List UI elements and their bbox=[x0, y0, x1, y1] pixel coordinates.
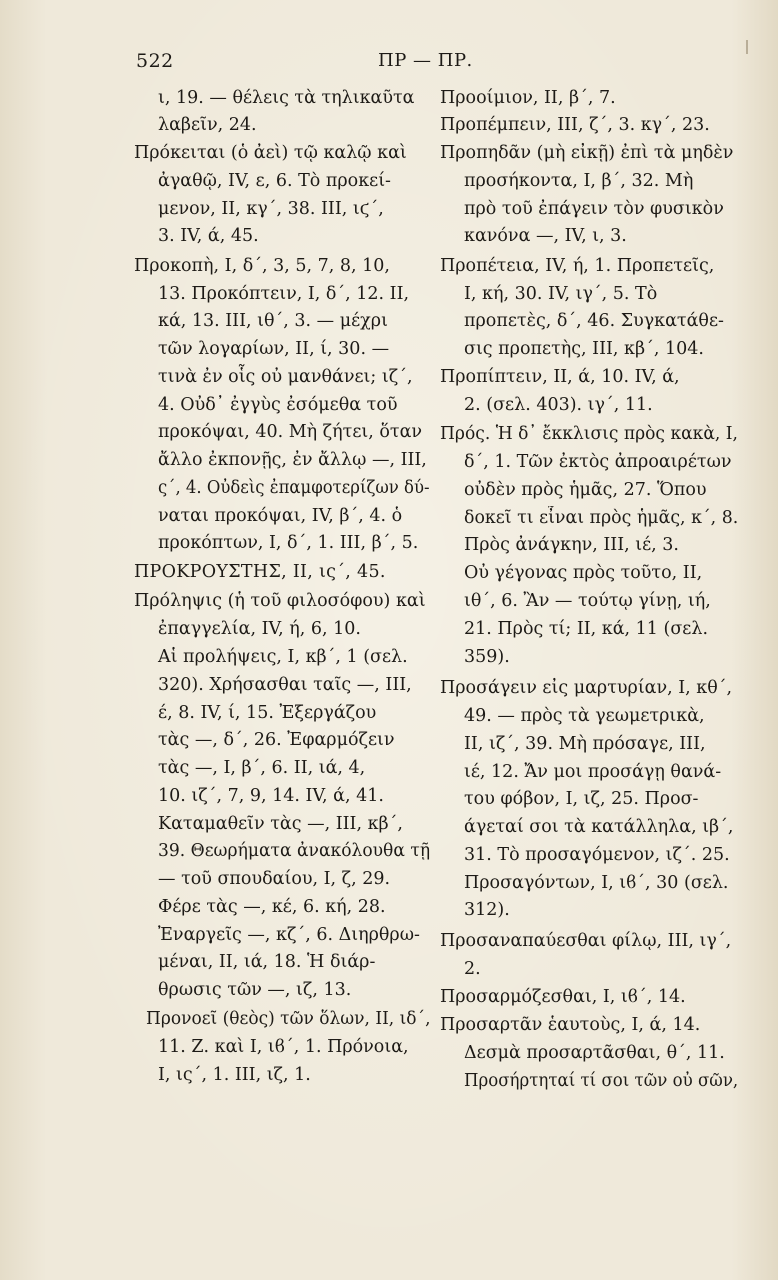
index-line: τὰς —, I, β΄, 6. II, ιά, 4, bbox=[158, 758, 366, 778]
index-line: οὐδὲν πρὸς ἡμᾶς, 27. Ὅπου bbox=[464, 480, 707, 500]
index-line: 21. Πρὸς τί; II, κά, 11 (σελ. bbox=[464, 619, 709, 639]
index-line: δ΄, 1. Τῶν ἐκτὸς ἀπροαιρέτων bbox=[464, 452, 732, 472]
index-line: τινὰ ἐν οἷς οὐ μανθάνει; ιζ΄, bbox=[158, 367, 413, 387]
index-line: ιθ΄, 6. Ἂν — τούτῳ γίνῃ, ιή, bbox=[464, 591, 711, 611]
index-line: Δεσμὰ προσαρτᾶσθαι, θ΄, 11. bbox=[464, 1043, 725, 1063]
index-entry-head: Προσάγειν εἰς μαρτυρίαν, I, κθ΄, bbox=[440, 678, 733, 698]
index-line: 49. — πρὸς τὰ γεωμετρικὰ, bbox=[464, 706, 705, 726]
index-line: σις προπετὴς, III, κβ΄, 104. bbox=[464, 339, 704, 359]
index-line: Πρὸς ἀνάγκην, III, ιέ, 3. bbox=[464, 535, 679, 555]
index-line: 10. ιζ΄, 7, 9, 14. IV, ά, 41. bbox=[158, 786, 384, 806]
index-entry-head: Προσαναπαύεσθαι φίλῳ, III, ιγ΄, bbox=[440, 931, 732, 951]
page-edge-mark bbox=[746, 40, 748, 54]
index-line: έ, 8. IV, ί, 15. Ἐξεργάζου bbox=[158, 703, 377, 723]
index-line: κά, 13. III, ιθ΄, 3. — μέχρι bbox=[158, 311, 388, 331]
index-line: 31. Τὸ προσαγόμενον, ιζ΄. 25. bbox=[464, 845, 730, 865]
index-line: κανόνα —, IV, ι, 3. bbox=[464, 226, 627, 246]
index-entry-head: ΠΡΟΚΡΟΥΣΤΗΣ, II, ις΄, 45. bbox=[134, 562, 386, 582]
index-line: πρὸ τοῦ ἐπάγειν τὸν φυσικὸν bbox=[464, 199, 724, 219]
index-line: Καταμαθεῖν τὰς —, III, κβ΄, bbox=[158, 814, 403, 834]
index-line: Προσαγόντων, I, ιϐ΄, 30 (σελ. bbox=[464, 873, 729, 893]
index-line: τὰς —, δ΄, 26. Ἐφαρμόζειν bbox=[158, 730, 395, 750]
index-line: δοκεῖ τι εἶναι πρὸς ἡμᾶς, κ΄, 8. bbox=[464, 508, 739, 528]
index-line: II, ιζ΄, 39. Μὴ πρόσαγε, III, bbox=[464, 734, 706, 754]
index-line: 39. Θεωρήματα ἀνακόλουθα τῇ bbox=[158, 841, 431, 861]
index-line: άγεταί σοι τὰ κατάλληλα, ιβ΄, bbox=[464, 817, 734, 837]
index-line: θρωσις τῶν —, ιζ, 13. bbox=[158, 980, 352, 1000]
index-line: 320). Χρήσασθαι ταῖς —, III, bbox=[158, 675, 412, 695]
index-line: 359). bbox=[464, 647, 510, 667]
page-number: 522 bbox=[136, 50, 174, 72]
index-line: ι, 19. — θέλεις τὰ τηλικαῦτα bbox=[158, 88, 415, 108]
index-entry-head: Πρός. Ἡ δ᾽ ἔκκλισις πρὸς κακὰ, I, bbox=[440, 424, 738, 444]
index-entry-head: Πρόκειται (ὁ ἀεὶ) τῷ καλῷ καὶ bbox=[134, 143, 407, 163]
index-line: λαβεῖν, 24. bbox=[158, 115, 257, 135]
index-entry-head: Προπηδᾶν (μὴ εἰκῇ) ἐπὶ τὰ μηδὲν bbox=[440, 143, 734, 163]
index-line: ἐπαγγελία, IV, ή, 6, 10. bbox=[158, 619, 361, 639]
index-line: προπετὲς, δ΄, 46. Συγκατάθε- bbox=[464, 311, 724, 331]
index-line: ιέ, 12. Ἄν μοι προσάγῃ θανά- bbox=[464, 762, 722, 782]
index-line: προκόψαι, 40. Μὴ ζήτει, ὅταν bbox=[158, 422, 423, 442]
index-entry-head: Προοίμιον, II, β΄, 7. bbox=[440, 88, 616, 108]
index-line: ἀγαθῷ, IV, ε, 6. Τὸ προκεί- bbox=[158, 171, 391, 191]
index-entry-head: Πρόληψις (ἡ τοῦ φιλοσόφου) καὶ bbox=[134, 591, 426, 611]
index-entry-head: Προπίπτειν, II, ά, 10. IV, ά, bbox=[440, 367, 680, 387]
index-line: 2. bbox=[464, 959, 481, 979]
index-line: 2. (σελ. 403). ιγ΄, 11. bbox=[464, 395, 653, 415]
index-line: προκόπτων, I, δ΄, 1. III, β΄, 5. bbox=[158, 533, 419, 553]
index-entry-head: Προσαρμόζεσθαι, I, ιϐ΄, 14. bbox=[440, 987, 686, 1007]
index-line: 13. Προκόπτειν, I, δ΄, 12. II, bbox=[158, 284, 410, 304]
index-line: Οὐ γέγονας πρὸς τοῦτο, II, bbox=[464, 563, 703, 583]
index-entry-head: Προνοεῖ (θεὸς) τῶν ὅλων, II, ιδ΄, bbox=[146, 1009, 431, 1029]
index-line: ς΄, 4. Οὐδεὶς ἐπαμφοτερίζων δύ- bbox=[158, 478, 430, 498]
index-line: ναται προκόψαι, IV, β΄, 4. ὁ bbox=[158, 506, 403, 526]
running-head: ΠΡ — ΠΡ. bbox=[378, 50, 473, 71]
index-line: του φόβον, I, ιζ, 25. Προσ- bbox=[464, 789, 699, 809]
index-line: — τοῦ σπουδαίου, I, ζ, 29. bbox=[158, 869, 391, 889]
index-entry-head: Προσαρτᾶν ἑαυτοὺς, I, ά, 14. bbox=[440, 1015, 701, 1035]
index-line: I, ις΄, 1. III, ιζ, 1. bbox=[158, 1065, 311, 1085]
index-line: 312). bbox=[464, 900, 510, 920]
index-entry-head: Προπέτεια, IV, ή, 1. Προπετεῖς, bbox=[440, 256, 715, 276]
index-line: I, κή, 30. IV, ιγ΄, 5. Τὸ bbox=[464, 284, 658, 304]
index-line: ἄλλο ἐκπονῇς, ἐν ἄλλῳ —, III, bbox=[158, 450, 427, 470]
index-line: μέναι, II, ιά, 18. Ἡ διάρ- bbox=[158, 952, 376, 972]
index-line: 3. IV, ά, 45. bbox=[158, 226, 259, 246]
index-entry-head: Προπέμπειν, III, ζ΄, 3. κγ΄, 23. bbox=[440, 115, 710, 135]
index-line: Προσήρτηταί τί σοι τῶν οὐ σῶν, bbox=[464, 1071, 739, 1091]
index-line: μενον, II, κγ΄, 38. III, ιϛ΄, bbox=[158, 199, 384, 219]
index-line: Φέρε τὰς —, κέ, 6. κή, 28. bbox=[158, 897, 386, 917]
index-line: τῶν λογαρίων, II, ί, 30. — bbox=[158, 339, 390, 359]
index-line: προσήκοντα, I, β΄, 32. Μὴ bbox=[464, 171, 694, 191]
index-line: 4. Οὐδ᾽ ἐγγὺς ἐσόμεθα τοῦ bbox=[158, 395, 398, 415]
index-line: Ἐναργεῖς —, κζ΄, 6. Διηρθρω- bbox=[158, 925, 420, 945]
index-entry-head: Προκοπὴ, I, δ΄, 3, 5, 7, 8, 10, bbox=[134, 256, 390, 276]
index-line: Αἱ προλήψεις, I, κβ΄, 1 (σελ. bbox=[158, 647, 408, 667]
index-line: 11. Ζ. καὶ I, ιϐ΄, 1. Πρόνοια, bbox=[158, 1037, 409, 1057]
